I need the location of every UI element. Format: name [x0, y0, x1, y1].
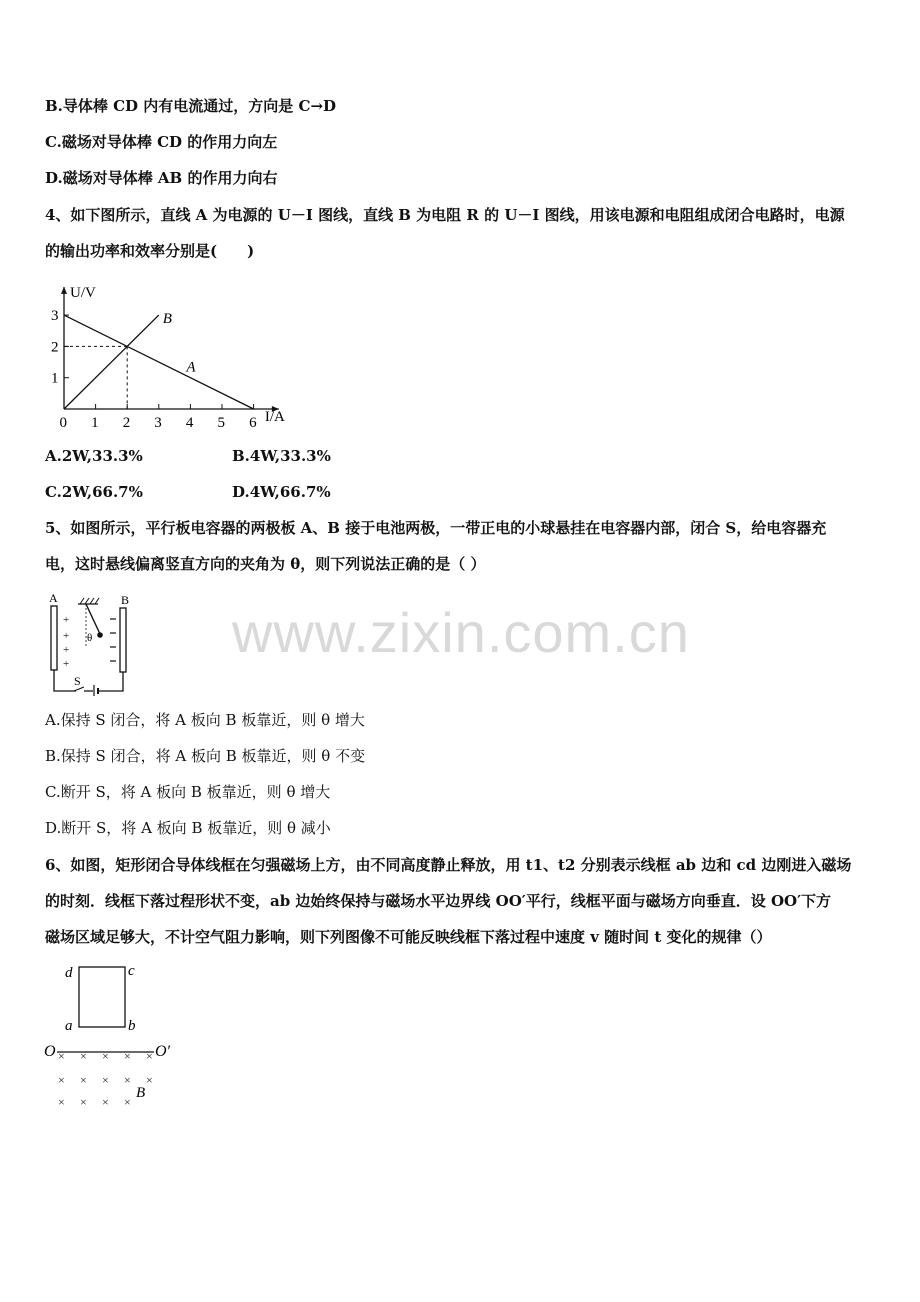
plate-b: [120, 608, 126, 672]
watermark: www.zixin.com.cn: [232, 601, 690, 664]
x-tick-label-2: 2: [122, 415, 131, 431]
q3-option-c: C.磁场对导体棒 CD 的作用力向左: [45, 133, 278, 151]
fig-label-a: a: [65, 1018, 73, 1034]
plate-a: [51, 606, 57, 670]
fig-label-o: O: [44, 1043, 56, 1060]
fig-label-theta: θ: [87, 632, 93, 644]
svg-text:+: +: [63, 644, 70, 656]
svg-text:+: +: [63, 658, 70, 670]
q6-frame-figure: [40, 955, 190, 1115]
q5-option-b: B.保持 S 闭合，将 A 板向 B 板靠近，则 θ 不变: [45, 747, 366, 765]
x-tick-label-3: 3: [154, 415, 162, 431]
fig-label-d: d: [65, 965, 73, 981]
field-mark: ×: [58, 1049, 65, 1063]
svg-text:+: +: [63, 614, 70, 626]
q6-stem-line3: 磁场区域足够大，不计空气阻力影响，则下列图像不可能反映线框下落过程中速度 v 随时间 t 变化的规律（）: [45, 928, 772, 946]
q4-option-b: B.4W,33.3%: [232, 447, 331, 465]
q5-option-a: A.保持 S 闭合，将 A 板向 B 板靠近，则 θ 增大: [45, 711, 365, 729]
y-axis-label: U/V: [70, 284, 96, 301]
field-mark: ×: [102, 1073, 109, 1087]
q5-option-c: C.断开 S，将 A 板向 B 板靠近，则 θ 增大: [45, 783, 331, 801]
fig-label-b: b: [128, 1018, 136, 1034]
series-label-A: A: [186, 359, 196, 376]
x-axis-label: I/A: [264, 409, 285, 425]
q3-option-b: B.导体棒 CD 内有电流通过，方向是 C→D: [45, 97, 337, 115]
q6-stem-line2: 的时刻．线框下落过程形状不变，ab 边始终保持与磁场水平边界线 OO′平行，线框平面与磁场方向垂直．设 OO′下方: [45, 892, 832, 910]
y-tick-label-2: 2: [51, 339, 59, 356]
field-mark: ×: [146, 1073, 153, 1087]
q5-capacitor-figure: [40, 588, 150, 698]
y-axis-arrow: [61, 287, 67, 294]
x-tick-label-5: 5: [217, 415, 225, 431]
y-tick-label-1: 1: [51, 370, 59, 387]
x-tick-label-6: 6: [249, 415, 257, 431]
fig-label-c: c: [128, 963, 135, 979]
series-line-B: [64, 315, 159, 409]
field-mark: ×: [80, 1073, 87, 1087]
q4-option-c: C.2W,66.7%: [45, 483, 143, 501]
series-line-A: [64, 315, 254, 409]
series-label-B: B: [162, 311, 172, 328]
q4-stem-line1: 4、如下图所示，直线 A 为电源的 U－I 图线，直线 B 为电阻 R 的 U－I 图线，用该电源和电阻组成闭合电路时，电源: [45, 206, 845, 224]
suspension-thread: [86, 604, 100, 634]
y-tick-label-3: 3: [51, 308, 59, 325]
circuit-wire: [54, 670, 123, 691]
field-mark: ×: [124, 1095, 131, 1109]
field-mark: ×: [102, 1095, 109, 1109]
q3-option-d: D.磁场对导体棒 AB 的作用力向右: [45, 169, 278, 187]
fig-label-field: B: [136, 1085, 146, 1101]
charged-ball: [97, 632, 103, 638]
field-mark: ×: [124, 1073, 131, 1087]
field-mark: ×: [80, 1049, 87, 1063]
field-mark: ×: [124, 1049, 131, 1063]
fig-label-o-prime: O′: [155, 1043, 171, 1060]
field-mark: ×: [102, 1049, 109, 1063]
q4-stem-line2: 的输出功率和效率分别是( ): [45, 242, 255, 260]
q6-stem-line1: 6、如图，矩形闭合导体线框在匀强磁场上方，由不同高度静止释放，用 t1、t2 分别表示线框 ab 边和 cd 边刚进入磁场: [45, 856, 852, 874]
q5-stem-line2: 电，这时悬线偏离竖直方向的夹角为 θ，则下列说法正确的是（ ）: [45, 555, 486, 573]
q4-ui-chart: [0, 0, 920, 460]
plus-charges: [63, 614, 69, 670]
fig-label-plate-b: B: [121, 593, 130, 607]
q5-option-d: D.断开 S，将 A 板向 B 板靠近，则 θ 减小: [45, 819, 331, 837]
wire-frame: [79, 967, 125, 1027]
q5-stem-line1: 5、如图所示，平行板电容器的两极板 A、B 接于电池两极，一带正电的小球悬挂在电容器内部，闭合 S，给电容器充: [45, 519, 827, 537]
field-mark: ×: [80, 1095, 87, 1109]
field-mark: ×: [58, 1095, 65, 1109]
field-mark: ×: [58, 1073, 65, 1087]
svg-text:+: +: [63, 630, 70, 642]
x-tick-label-4: 4: [185, 415, 194, 431]
q4-option-d: D.4W,66.7%: [232, 483, 331, 501]
field-mark: ×: [146, 1049, 153, 1063]
x-tick-label-0: 0: [59, 415, 67, 431]
q4-option-a: A.2W,33.3%: [45, 447, 143, 465]
x-tick-label-1: 1: [91, 415, 99, 431]
fig-label-plate-a: A: [49, 591, 58, 605]
fig-label-switch: S: [74, 674, 81, 688]
minus-charges: [110, 619, 116, 661]
